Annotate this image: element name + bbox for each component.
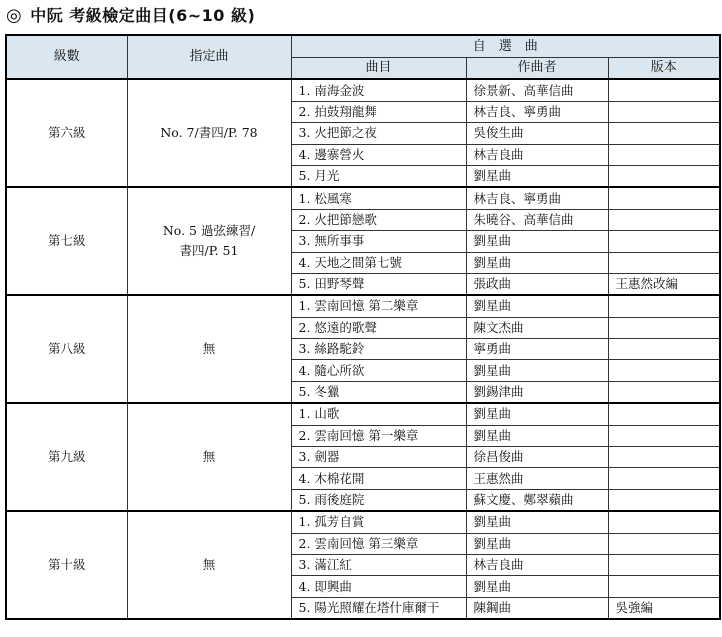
composer: 陳文杰曲 <box>466 317 608 338</box>
version <box>608 144 720 165</box>
version <box>608 231 720 252</box>
composer: 王惠然曲 <box>466 468 608 489</box>
table-header <box>6 35 720 79</box>
assigned-piece <box>127 403 291 511</box>
composer: 劉星曲 <box>466 231 608 252</box>
assigned-piece <box>127 295 291 403</box>
level-name: 第六級 <box>6 79 127 187</box>
bullseye-icon: ◎ <box>6 5 23 26</box>
composer: 劉星曲 <box>466 533 608 554</box>
assigned-piece <box>127 511 291 619</box>
song-title: 5. 陽光照耀在塔什庫爾干 <box>291 597 466 619</box>
song-title: 5. 冬獵 <box>291 381 466 403</box>
assigned-piece-line: No. 7/書四/P. 78 <box>160 125 258 141</box>
song-title: 2. 雲南回憶 第三樂章 <box>291 533 466 554</box>
composer: 劉星曲 <box>466 165 608 187</box>
header-elective: 自 選 曲 <box>291 35 720 58</box>
song-title: 2. 悠遠的歌聲 <box>291 317 466 338</box>
assigned-piece-line: No. 5 過弦練習/ <box>162 223 256 239</box>
song-title: 5. 雨後庭院 <box>291 489 466 511</box>
header-version: 版本 <box>608 58 720 80</box>
song-title: 3. 火把節之夜 <box>291 123 466 144</box>
song-title: 3. 劍器 <box>291 447 466 468</box>
assigned-piece <box>127 79 291 187</box>
composer: 林吉良、寧勇曲 <box>466 187 608 209</box>
level-group <box>6 187 720 295</box>
page-title-text: 中阮 考級檢定曲目(6~10 級) <box>30 6 256 25</box>
song-title: 2. 拍鼓翔龍舞 <box>291 101 466 122</box>
assigned-piece-line: 無 <box>202 449 216 465</box>
level-group <box>6 295 720 403</box>
song-title: 2. 火把節戀歌 <box>291 209 466 230</box>
page-title <box>6 4 255 28</box>
composer: 徐景新、高華信曲 <box>466 79 608 101</box>
version <box>608 489 720 511</box>
composer: 張政曲 <box>466 273 608 295</box>
table-row <box>6 79 720 101</box>
assigned-piece-line: 無 <box>202 557 216 573</box>
version <box>608 123 720 144</box>
version <box>608 295 720 317</box>
version <box>608 317 720 338</box>
version <box>608 252 720 273</box>
header-song: 曲目 <box>291 58 466 80</box>
version <box>608 403 720 425</box>
version <box>608 447 720 468</box>
song-title: 5. 田野琴聲 <box>291 273 466 295</box>
composer: 蘇文慶、鄭翠蘋曲 <box>466 489 608 511</box>
song-title: 2. 雲南回憶 第一樂章 <box>291 425 466 446</box>
version <box>608 381 720 403</box>
version <box>608 425 720 446</box>
song-title: 1. 山歌 <box>291 403 466 425</box>
level-name: 第十級 <box>6 511 127 619</box>
song-title: 3. 滿江紅 <box>291 554 466 575</box>
song-title: 3. 絲路駝鈴 <box>291 339 466 360</box>
version <box>608 576 720 597</box>
song-title: 1. 南海金波 <box>291 79 466 101</box>
song-title: 1. 松風寒 <box>291 187 466 209</box>
level-group <box>6 511 720 619</box>
song-title: 4. 木棉花開 <box>291 468 466 489</box>
song-title: 1. 孤芳自賞 <box>291 511 466 533</box>
level-name: 第九級 <box>6 403 127 511</box>
composer: 朱曉谷、高華信曲 <box>466 209 608 230</box>
table-row <box>6 187 720 209</box>
version <box>608 533 720 554</box>
composer: 劉錫津曲 <box>466 381 608 403</box>
composer: 劉星曲 <box>466 360 608 381</box>
version <box>608 511 720 533</box>
version <box>608 187 720 209</box>
song-title: 1. 雲南回憶 第二樂章 <box>291 295 466 317</box>
composer: 寧勇曲 <box>466 339 608 360</box>
level-group <box>6 403 720 511</box>
assigned-piece-line: 無 <box>202 341 216 357</box>
level-name: 第七級 <box>6 187 127 295</box>
composer: 劉星曲 <box>466 252 608 273</box>
composer: 林吉良曲 <box>466 554 608 575</box>
song-title: 5. 月光 <box>291 165 466 187</box>
version <box>608 339 720 360</box>
header-level: 級數 <box>6 35 127 79</box>
table-row <box>6 295 720 317</box>
composer: 劉星曲 <box>466 511 608 533</box>
composer: 劉星曲 <box>466 295 608 317</box>
composer: 林吉良曲 <box>466 144 608 165</box>
composer: 劉星曲 <box>466 425 608 446</box>
table-row <box>6 403 720 425</box>
composer: 劉星曲 <box>466 403 608 425</box>
table-row <box>6 511 720 533</box>
version <box>608 165 720 187</box>
version <box>608 101 720 122</box>
version: 王惠然改編 <box>608 273 720 295</box>
version <box>608 209 720 230</box>
repertoire-table <box>5 34 721 620</box>
song-title: 4. 即興曲 <box>291 576 466 597</box>
header-composer: 作曲者 <box>466 58 608 80</box>
composer: 林吉良、寧勇曲 <box>466 101 608 122</box>
level-name: 第八級 <box>6 295 127 403</box>
song-title: 4. 隨心所欲 <box>291 360 466 381</box>
level-group <box>6 79 720 187</box>
assigned-piece <box>127 187 291 295</box>
version: 吳強編 <box>608 597 720 619</box>
version <box>608 554 720 575</box>
version <box>608 468 720 489</box>
version <box>608 360 720 381</box>
assigned-piece-line: 書四/P. 51 <box>179 243 239 259</box>
song-title: 4. 天地之間第七號 <box>291 252 466 273</box>
composer: 陳鋼曲 <box>466 597 608 619</box>
composer: 劉星曲 <box>466 576 608 597</box>
composer: 吳俊生曲 <box>466 123 608 144</box>
version <box>608 79 720 101</box>
composer: 徐昌俊曲 <box>466 447 608 468</box>
song-title: 3. 無所事事 <box>291 231 466 252</box>
header-assigned: 指定曲 <box>127 35 291 79</box>
song-title: 4. 邊寨營火 <box>291 144 466 165</box>
